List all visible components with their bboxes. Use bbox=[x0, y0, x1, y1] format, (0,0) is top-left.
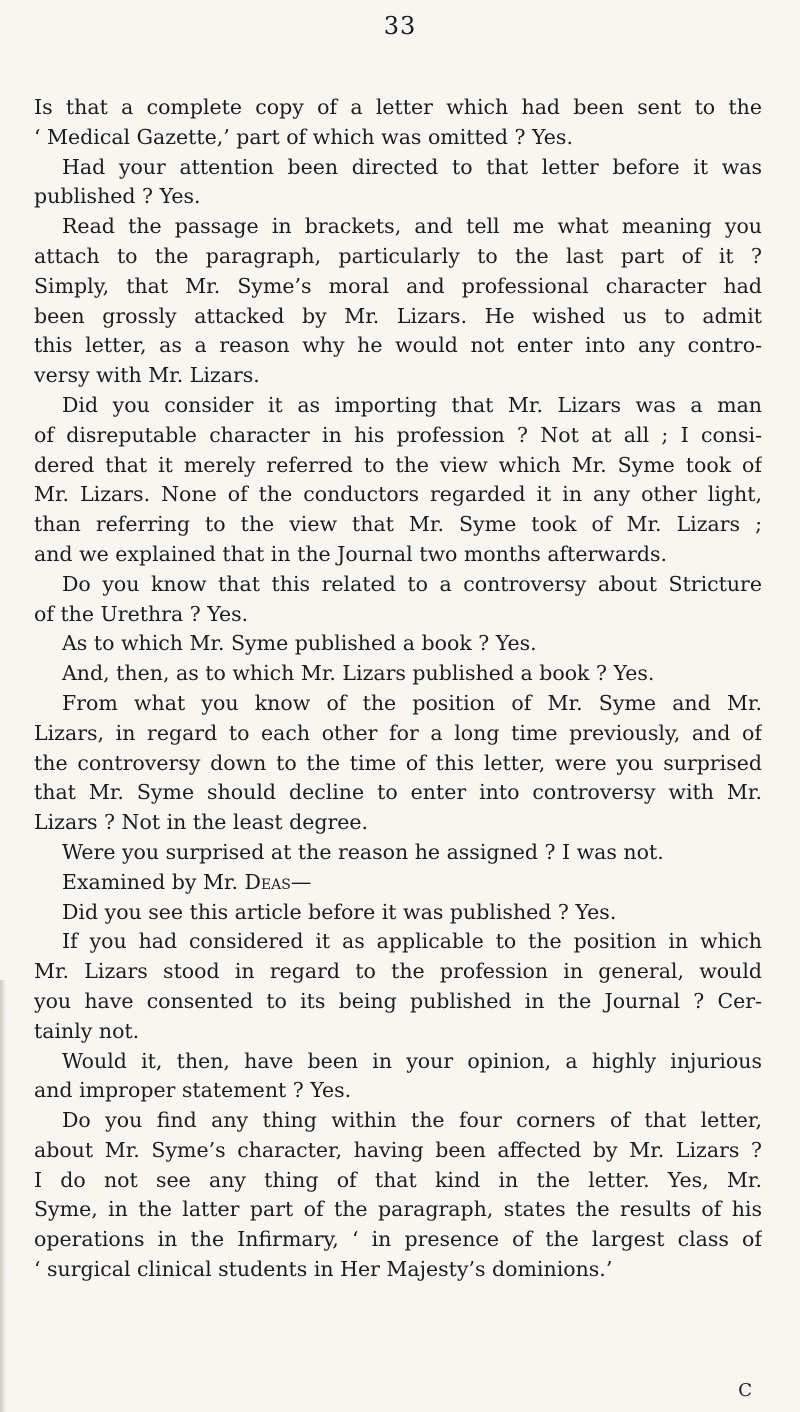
text-line: you have consented to its being published in the Journal ? Cer- bbox=[34, 988, 762, 1013]
text-line: published ? Yes. bbox=[34, 184, 201, 209]
text-line: ‘ Medical Gazette,’ part of which was omitted ? Yes. bbox=[34, 124, 573, 149]
text-line: Lizars ? Not in the least degree. bbox=[34, 810, 369, 835]
text-line: Did you consider it as importing that Mr. Lizars was a man bbox=[62, 392, 762, 417]
text-line: than referring to the view that Mr. Syme took of Mr. Lizars ; bbox=[34, 512, 762, 537]
text-line: Mr. Lizars stood in regard to the profession in general, would bbox=[34, 959, 762, 984]
text-line: Read the passage in brackets, and tell me what meaning you bbox=[62, 214, 762, 239]
text-line: and we explained that in the Journal two months afterwards. bbox=[34, 541, 668, 566]
text-line: And, then, as to which Mr. Lizars published a book ? Yes. bbox=[62, 661, 655, 686]
text-line: From what you know of the position of Mr. Syme and Mr. bbox=[62, 690, 762, 715]
text-line: dered that it merely referred to the view which Mr. Syme took of bbox=[34, 452, 762, 477]
text-line: ‘ surgical clinical students in Her Majesty’s dominions.’ bbox=[34, 1257, 613, 1282]
text-line: this letter, as a reason why he would not enter into any contro- bbox=[34, 333, 762, 358]
binding-shadow bbox=[0, 980, 6, 1412]
text-line: Mr. Lizars. None of the conductors regarded it in any other light, bbox=[34, 482, 762, 507]
text-line: of the Urethra ? Yes. bbox=[34, 601, 249, 626]
text-line: Examined by Mr. Deas— bbox=[62, 869, 312, 894]
text-line: As to which Mr. Syme published a book ? Yes. bbox=[62, 631, 537, 656]
text-line: I do not see any thing of that kind in the letter. Yes, Mr. bbox=[34, 1167, 762, 1192]
text-line: tainly not. bbox=[34, 1018, 140, 1043]
text-line: attach to the paragraph, particularly to the last part of it ? bbox=[34, 243, 762, 268]
text-line: Would it, then, have been in your opinion, a highly injurious bbox=[62, 1048, 762, 1073]
text-line: of disreputable character in his profession ? Not at all ; I consi- bbox=[34, 422, 762, 447]
page-number: 33 bbox=[383, 12, 417, 40]
text-line: Is that a complete copy of a letter which had been sent to the bbox=[34, 95, 762, 119]
text-line: Do you find any thing within the four corners of that letter, bbox=[62, 1108, 762, 1133]
text-line: the controversy down to the time of this letter, were you surprised bbox=[34, 750, 762, 775]
signature-mark: C bbox=[738, 1380, 752, 1401]
text-line: operations in the Infirmary, ‘ in presence of the largest class of bbox=[34, 1227, 762, 1252]
text-line: Had your attention been directed to that letter before it was bbox=[62, 154, 762, 179]
text-line: Simply, that Mr. Syme’s moral and professional character had bbox=[34, 273, 762, 298]
text-line: that Mr. Syme should decline to enter into controversy with Mr. bbox=[34, 780, 762, 805]
page-body bbox=[34, 93, 762, 1285]
text-line: Were you surprised at the reason he assigned ? I was not. bbox=[62, 839, 664, 864]
text-line: Syme, in the latter part of the paragraph, states the results of his bbox=[34, 1197, 762, 1222]
text-line: and improper statement ? Yes. bbox=[34, 1078, 352, 1103]
text-line: versy with Mr. Lizars. bbox=[34, 363, 260, 388]
text-line: Lizars, in regard to each other for a long time previously, and of bbox=[34, 720, 762, 745]
text-line: been grossly attacked by Mr. Lizars. He wished us to admit bbox=[34, 303, 762, 328]
text-line: If you had considered it as applicable to the position in which bbox=[62, 929, 762, 954]
text-line: about Mr. Syme’s character, having been affected by Mr. Lizars ? bbox=[34, 1137, 762, 1162]
text-line: Do you know that this related to a controversy about Stricture bbox=[62, 571, 762, 596]
text-line: Did you see this article before it was published ? Yes. bbox=[62, 899, 617, 924]
